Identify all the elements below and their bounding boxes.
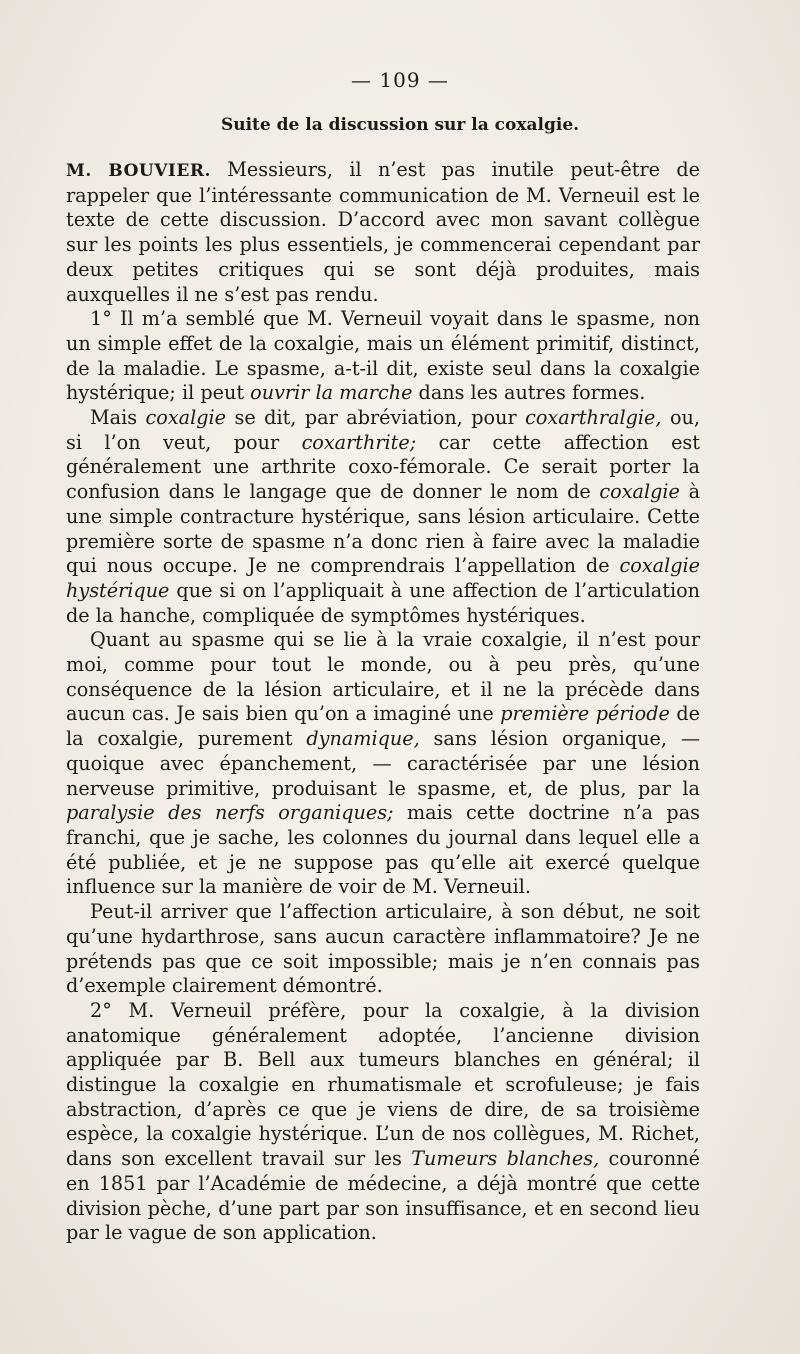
text-run: 2° M. Verneuil préfère, pour la coxalgie, à la division anatomique généralement adoptée, l’ancienne division appliquée par B. Bell aux tumeurs blanches en général; il distingue la coxalgie en rhumatismale et scrofuleuse; je fais abstraction, d’après ce que je viens de dire, de sa troisième espèce, la coxalgie hystérique. L’un de nos collègues, M. Richet, dans son excellent travail sur les xyxy=(66,998,700,1171)
section-title: Suite de la discussion sur la coxalgie. xyxy=(220,115,580,135)
paragraph-1 xyxy=(66,158,700,307)
paragraph-2 xyxy=(66,307,700,406)
speaker-name: M. BOUVIER. xyxy=(66,161,211,181)
text-run: Mais xyxy=(90,406,146,430)
text-run: dans les autres formes. xyxy=(412,381,646,405)
text-run: se dit, par abréviation, pour xyxy=(226,406,526,430)
paragraph-5 xyxy=(66,900,700,999)
italic-run: coxarthrite; xyxy=(301,430,417,454)
text-run: 1° Il m’a semblé que M. Verneuil voyait dans le spasme, non un simple effet de la coxalgie, mais un élément primitif, distinct, de la maladie. Le spasme, a-t-il dit, existe seul dans la coxalgie hystérique; il peut xyxy=(66,307,700,405)
text-run: car cette affection est généralement une arthrite coxo-fémorale. Ce serait porter la confusion dans le langage que de donner le nom de xyxy=(66,430,700,504)
italic-run: ouvrir la marche xyxy=(250,381,413,405)
italic-run: coxalgie xyxy=(599,480,680,504)
paragraph-3 xyxy=(66,406,700,628)
paragraph-text: Peut-il arriver que l’affection articulaire, à son début, ne soit qu’une hydarthrose, sans aucun caractère inflammatoire? Je ne prétends pas que ce soit impossible; mais je n’en connais pas d’exemple clairement démontré. xyxy=(66,900,700,998)
italic-run: paralysie des nerfs organiques; xyxy=(66,801,394,825)
paragraph-4 xyxy=(66,628,700,900)
italic-run: coxarthralgie, xyxy=(525,406,662,430)
text-run: ou, si l’on veut, pour xyxy=(66,406,700,454)
italic-run: Tumeurs blanches, xyxy=(411,1147,600,1171)
paragraph-6 xyxy=(66,999,700,1246)
italic-run: première période xyxy=(500,702,670,726)
text-run: Quant au spasme qui se lie à la vraie coxalgie, il n’est pour moi, comme pour tout le monde, ou à peu près, qu’une conséquence de la lésion articulaire, et il ne la précède dans aucun cas. Je sais bien qu’on a imaginé une xyxy=(66,628,700,726)
text-run: que si on l’appliquait à une affection de l’articulation de la hanche, compliquée de symptômes hystériques. xyxy=(66,578,700,627)
text-run: de la coxalgie, purement xyxy=(66,702,700,751)
paragraph-text: Messieurs, il n’est pas inutile peut-être de rappeler que l’intéressante communication de M. Verneuil est le texte de cette discussion. D’accord avec mon savant collègue sur les points les plus essentiels, je commencerai cependant par deux petites critiques qui se sont déjà produites, mais auxquelles il ne s’est pas rendu. xyxy=(66,158,700,306)
text-run: mais cette doctrine n’a pas franchi, que je sache, les colonnes du journal dans lequel elle a été publiée, et je ne suppose pas qu’elle ait exercé quelque influence sur la manière de voir de M. Verneuil. xyxy=(66,801,700,899)
italic-run: coxalgie xyxy=(145,406,227,430)
italic-run: dynamique, xyxy=(306,727,420,751)
page-number: — 109 — xyxy=(351,68,449,92)
text-run: couronné en 1851 par l’Académie de médecine, a déjà montré que cette division pèche, d’une part par son insuffisance, et en second lieu par le vague de son application. xyxy=(66,1147,700,1245)
text-run: sans lésion organique, — quoique avec épanchement, — caractérisée par une lésion nerveuse primitive, produisant le spasme, et, de plus, par la xyxy=(66,727,701,800)
italic-run: coxalgie hystérique xyxy=(66,554,700,602)
text-run: à une simple contracture hystérique, sans lésion articulaire. Cette première sorte de spasme n’a donc rien à faire avec la maladie qui nous occupe. Je ne comprendrais l’appellation de xyxy=(66,480,701,578)
body-text xyxy=(66,158,700,1246)
